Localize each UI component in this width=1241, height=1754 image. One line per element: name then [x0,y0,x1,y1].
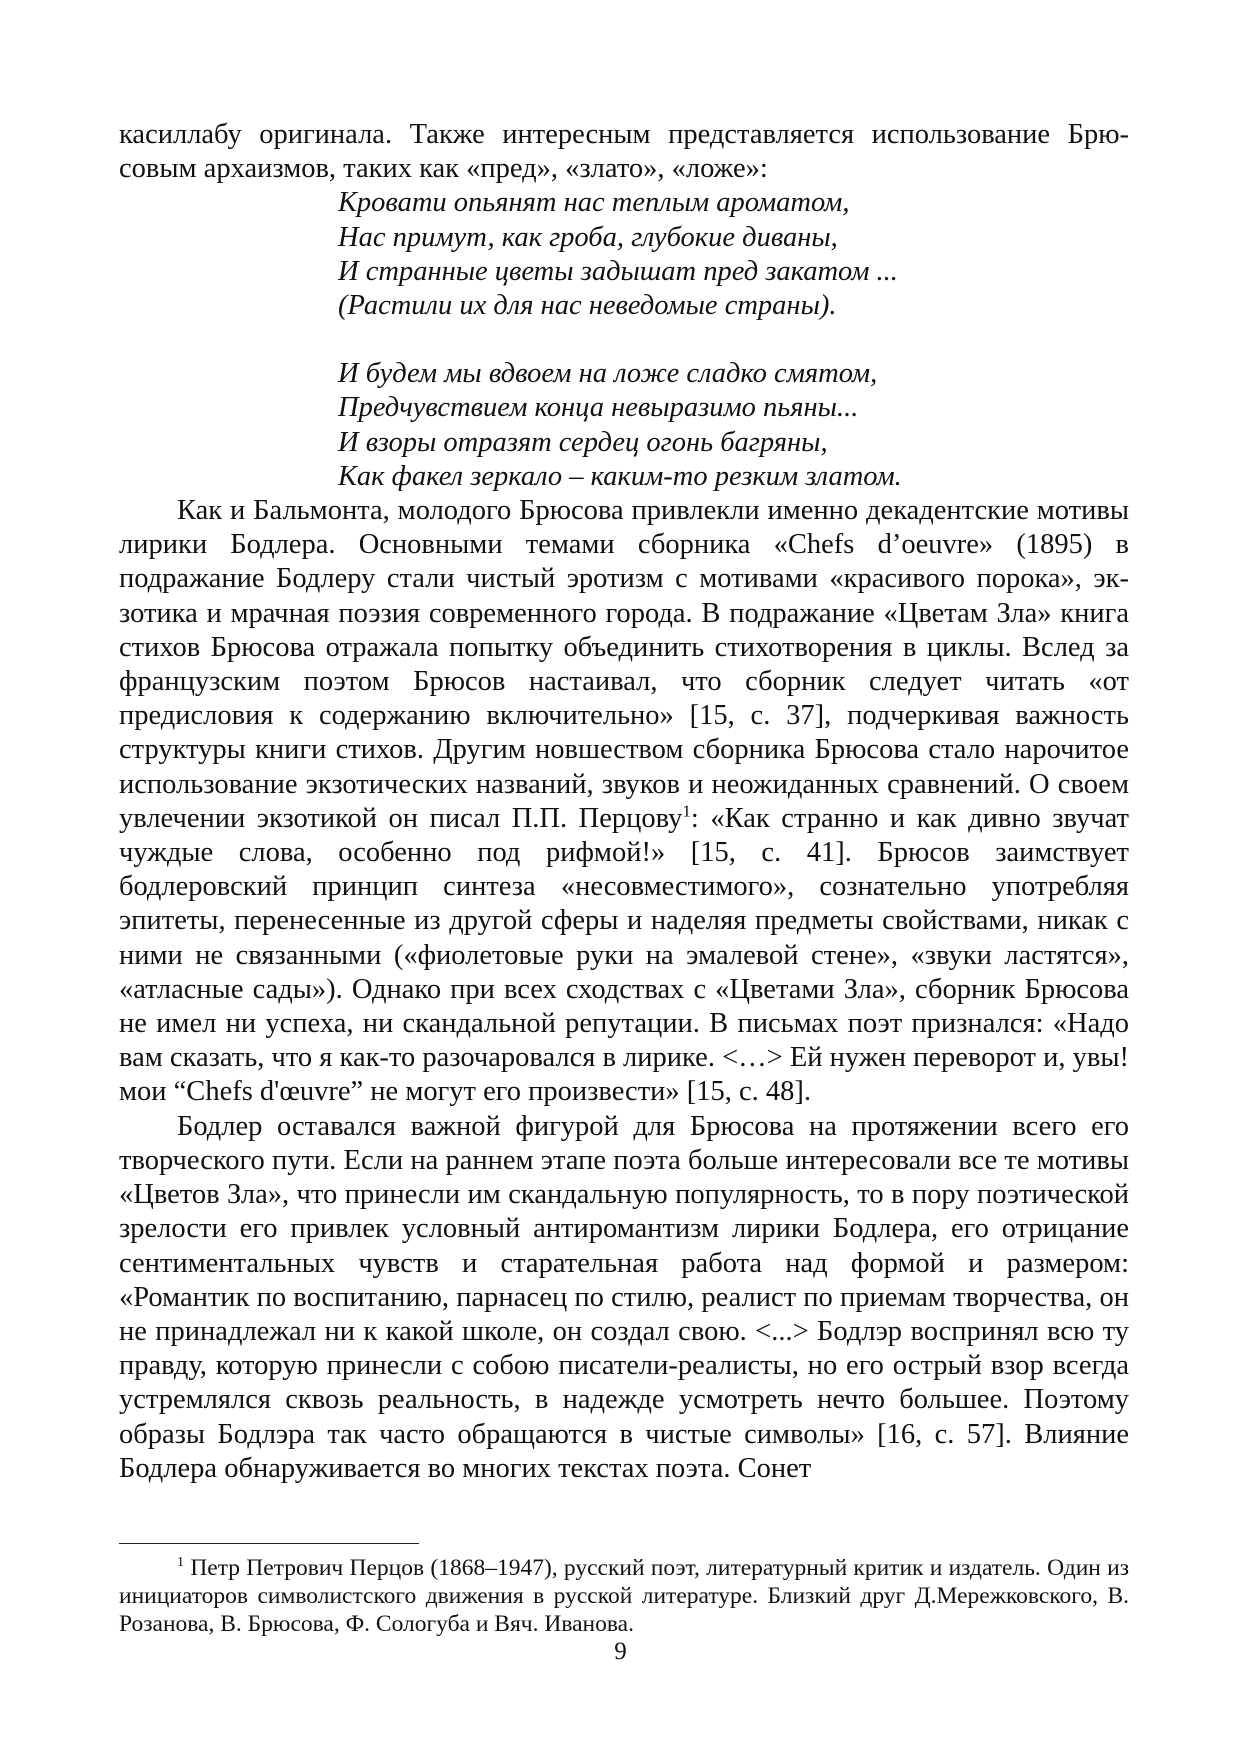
poem-line: Как факел зеркало – каким-то резким златом. [338,460,902,492]
footnote-divider [119,1543,419,1544]
poem-quote [338,186,1129,494]
paragraph-balmont [119,494,1129,1110]
paragraph-text: Бодлер оставался важной фигурой для Брюсова на протяжении всего его творческого пути. Если на раннем этапе поэта больше интересовали все те мотивы «Цветов Зла», что принесли им скандальную популярность, то в пору поэтической зрелости его привлек условный антиромантизм лирики Бодлера, его отрицание сентиментальных чувств и старательная работа над формой и размером: «Романтик по воспитанию, парнасец по стилю, реалист по приемам творчества, он не принадлежал ни к какой школе, он создал свою. <...> Бодлэр воспринял всю ту правду, которую принесли с собою писатели-реалисты, но его острый взор всегда устремлялся сквозь реальность, в надежде усмотреть нечто большее. Поэтому образы Бодлэра так часто обращаются в чистые символы» [16, с. 57]. Влияние Бодлера обнаруживается во многих текстах поэта. Сонет [119,1110,1129,1484]
intro-line-2: совым архаизмов, таких как «пред», «злато», «ложе»: [119,153,768,185]
paragraph-baudelaire [119,1110,1129,1486]
page-body [119,118,1129,1486]
stanza-gap [338,323,1129,357]
intro-line-1: касиллабу оригинала. Также интересным представляется использование Брю- [119,119,1129,150]
poem-line: И странные цветы задышат пред закатом ... [338,255,898,287]
poem-line: И взоры отразят сердец огонь багряны, [338,426,828,458]
poem-stanza-1 [338,186,1129,323]
paragraph-text: Как и Бальмонта, молодого Брюсова привлекли именно декадентские мотивы лирики Бодлера. Основными темами сборника «Chefs d’oeuvre» (1895) в подражание Бодлеру стали чистый эротизм с мотивами «красивого порока», экзотика и мрачная поэзия современного города. В подражание «Цветам Зла» книга стихов Брюсова отражала попытку объединить стихотворения в циклы. Вслед за французским поэтом Брюсов настаивал, что сборник следует читать «от предисловия к содержанию включительно» [15, с. 37], подчеркивая важность структуры книги стихов. Другим новшеством сборника Брюсова стало нарочитое использование экзотических названий, звуков и неожиданных сравнений. О своем увлечении экзотикой он писал П.П. Перцову [119,495,1129,834]
intro-paragraph [119,118,1129,186]
footnote-text: Петр Петрович Перцов (1868–1947), русский поэт, литературный критик и издатель. Один из инициаторов символистского движения в русской литературе. Близкий друг Д.Мережковского, В. Розанова, В. Брюсова, Ф. Сологуба и Вяч. Иванова. [119,1555,1129,1637]
poem-stanza-2 [338,357,1129,494]
poem-line: И будем мы вдвоем на ложе сладко смятом, [338,358,878,390]
poem-line: Предчувствием конца невыразимо пьяны... [338,392,859,424]
paragraph-text: : «Как странно и как дивно звучат чуждые слова, особенно под рифмой!» [15, с. 41]. Брюсов заимствует бодлеровский принцип синтеза «несовместимого», сознательно употребляя эпитеты, перенесенные из другой сферы и наделяя предметы свойствами, никак с ними не связанными («фиолетовые руки на эмалевой стене», «звуки ластятся», «атласные сады»). Однако при всех сходствах с «Цветами Зла», сборник Брюсова не имел ни успеха, ни скандальной репутации. В письмах поэт признался: «Надо вам сказать, что я как-то разочаровался в лирике. <…> Ей нужен переворот и, увы! мои “Chefs d'œuvre” не могут его произвести» [15, с. 48]. [119,802,1129,1108]
poem-line: Кровати опьянят нас теплым ароматом, [338,187,850,219]
footnote-ref: 1 [682,801,691,821]
poem-line: Нас примут, как гроба, глубокие диваны, [338,221,838,253]
poem-line: (Растили их для нас неведомые страны). [338,290,837,322]
page-number: 9 [614,1638,627,1665]
footnote [119,1554,1129,1638]
footnote-marker: 1 [177,1554,185,1571]
